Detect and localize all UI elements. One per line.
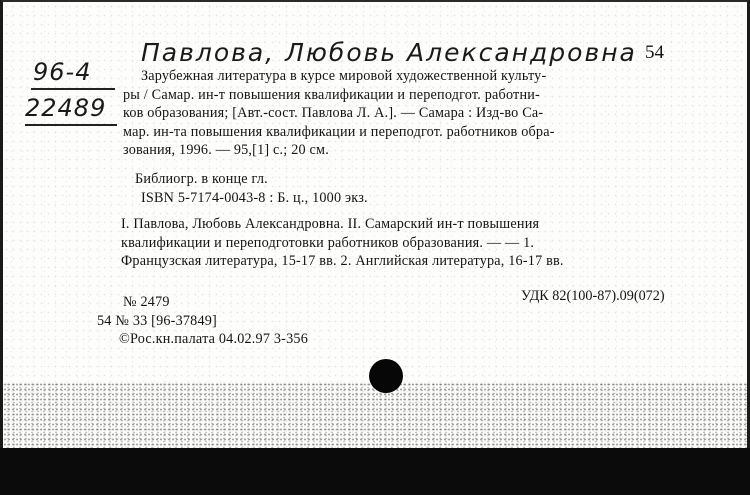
description-line: зования, 1996. — 95,[1] с.; 20 см.	[123, 142, 329, 159]
description-line: ков образования; [Авт.-сост. Павлова Л. А.]. — Самара : Изд-во Са-	[123, 105, 544, 122]
punch-hole	[369, 359, 403, 393]
shelf-mark-underline-2	[25, 124, 117, 126]
author-heading: Павлова, Любовь Александровна	[141, 38, 637, 67]
isbn-line: ISBN 5-7174-0043-8 : Б. ц., 1000 экз.	[141, 189, 368, 206]
shelf-mark-top: 96-4	[33, 58, 92, 86]
shelf-mark-bottom: 22489	[25, 94, 107, 122]
tracing-line: Французская литература, 15-17 вв. 2. Английская литература, 16-17 вв.	[121, 253, 564, 270]
description-line: Зарубежная литература в курсе мировой художественной культу-	[141, 68, 547, 84]
tracing-line: квалификации и переподготовки работников образования. — — 1.	[121, 234, 535, 251]
registry-copyright: ©Рос.кн.палата 04.02.97 3-356	[119, 331, 308, 348]
subject-tracings	[121, 215, 564, 271]
page-number: 54	[645, 42, 664, 63]
udk-classification: УДК 82(100-87).09(072)	[521, 288, 665, 304]
registry-number: № 2479	[123, 294, 170, 310]
registry-block	[97, 293, 308, 349]
description-line: мар. ин-та повышения квалификации и переподгот. работников обра-	[123, 123, 555, 140]
registry-code: 54 № 33 [96-37849]	[97, 312, 217, 329]
scan-bottom-border	[0, 448, 750, 495]
bibliography-note: Библиогр. в конце гл.	[135, 171, 268, 187]
tracing-line: I. Павлова, Любовь Александровна. II. Самарский ин-т повышения	[121, 216, 540, 232]
shelf-mark-underline	[31, 88, 115, 90]
bibliographic-description	[123, 67, 555, 160]
description-line: ры / Самар. ин-т повышения квалификации и переподгот. работни-	[123, 86, 540, 103]
notes-block	[125, 170, 368, 207]
scan-noise-bottom	[3, 382, 747, 448]
